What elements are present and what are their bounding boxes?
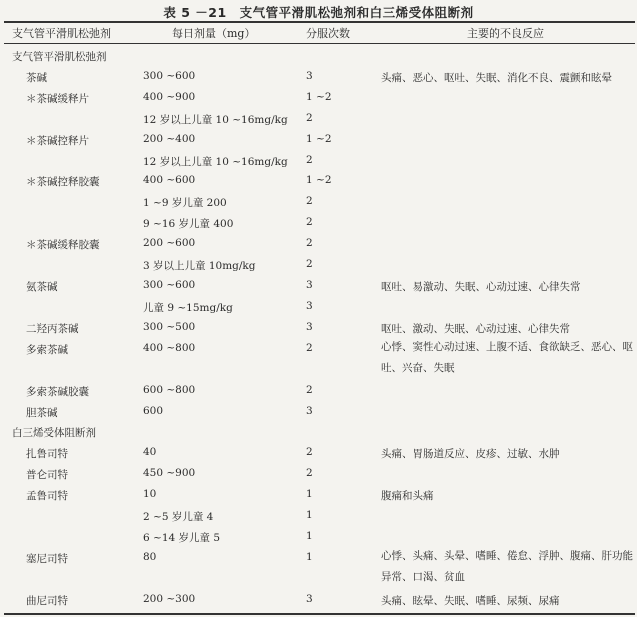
frequency-cell: 3: [306, 278, 313, 291]
dose-cell: 200 ~400: [143, 132, 196, 145]
frequency-cell: 2: [306, 153, 313, 166]
frequency-cell: 2: [306, 195, 313, 208]
dose-cell: 80: [143, 550, 157, 563]
frequency-cell: 1: [306, 509, 313, 521]
frequency-cell: 1: [306, 550, 313, 563]
effects-cell: 头痛、恶心、呕吐、失眠、消化不良、震颤和眩晕: [381, 71, 612, 84]
table-row: [0, 190, 637, 210]
drug-name: 多索茶碱胶囊: [26, 385, 89, 398]
drug-name: 孟鲁司特: [26, 490, 68, 503]
table-row: [0, 169, 637, 189]
dose-cell: 6 ~14 岁儿童 5: [143, 531, 221, 544]
frequency-cell: 2: [306, 341, 313, 354]
drug-name: 普仑司特: [26, 469, 68, 482]
table-row: [0, 525, 637, 545]
frequency-cell: 2: [306, 383, 313, 396]
dose-cell: 10: [143, 488, 157, 501]
dose-cell: 200 ~300: [143, 592, 196, 605]
drug-name: ＊茶碱控释片: [26, 134, 89, 147]
drug-name: 二羟丙茶碱: [26, 322, 79, 335]
drug-name: ＊茶碱缓释胶囊: [26, 239, 100, 252]
dose-cell: 600 ~800: [143, 383, 196, 396]
frequency-cell: 3: [306, 69, 313, 82]
frequency-cell: 3: [306, 299, 313, 312]
frequency-cell: 3: [306, 592, 313, 605]
frequency-cell: 2: [306, 258, 313, 270]
table-row: [0, 337, 637, 377]
table-row: [0, 400, 637, 420]
drug-name: 多索茶碱: [26, 343, 68, 356]
dose-cell: 12 岁以上儿童 10 ~16mg/kg: [143, 113, 288, 126]
section-row: [0, 44, 637, 64]
frequency-cell: 1 ~2: [306, 132, 332, 145]
table-row: [0, 462, 637, 482]
dose-cell: 400 ~600: [143, 174, 196, 187]
section-label: 白三烯受体阻断剂: [12, 427, 96, 440]
frequency-cell: 3: [306, 320, 313, 333]
dose-cell: 450 ~900: [143, 467, 196, 480]
frequency-cell: 1 ~2: [306, 174, 332, 187]
drug-name: ＊茶碱控释胶囊: [26, 176, 100, 189]
table-row: [0, 546, 637, 586]
dose-cell: 200 ~600: [143, 237, 196, 250]
table-row: [0, 295, 637, 315]
drug-name: 塞尼司特: [26, 552, 68, 565]
header-effects: 主要的不良反应: [467, 27, 544, 40]
dose-cell: 400 ~800: [143, 341, 196, 354]
effects-cell: 头痛、眩晕、失眠、嗜睡、尿频、尿痛: [381, 594, 560, 607]
table-row: [0, 211, 637, 231]
table-row: [0, 128, 637, 148]
table-row: [0, 483, 637, 503]
effects-cell: 心悸、窦性心动过速、上腹不适、食欲缺乏、恶心、呕吐、兴奋、失眠: [381, 340, 633, 374]
table-row: [0, 274, 637, 294]
bottom-rule: [4, 613, 635, 615]
dose-cell: 300 ~600: [143, 69, 196, 82]
header-freq: 分服次数: [306, 27, 350, 40]
dose-cell: 600: [143, 404, 164, 417]
section-row: [0, 420, 637, 440]
table-row: [0, 86, 637, 106]
dose-cell: 300 ~600: [143, 278, 196, 291]
drug-name: 氨茶碱: [26, 280, 58, 293]
table-row: [0, 588, 637, 608]
effects-cell: 头痛、胃肠道反应、皮疹、过敏、水肿: [381, 448, 560, 461]
drug-name: 曲尼司特: [26, 594, 68, 607]
drug-name: 扎鲁司特: [26, 448, 68, 461]
dose-cell: 儿童 9 ~15mg/kg: [143, 301, 233, 314]
frequency-cell: 1: [306, 529, 313, 542]
table-row: [0, 253, 637, 273]
frequency-cell: 2: [306, 216, 313, 229]
frequency-cell: 2: [306, 111, 313, 124]
dose-cell: 3 岁以上儿童 10mg/kg: [143, 260, 256, 272]
effects-cell: 呕吐、易激动、失眠、心动过速、心律失常: [381, 280, 581, 293]
header-dose: 每日剂量（mg）: [172, 27, 256, 40]
frequency-cell: 2: [306, 446, 313, 459]
table-row: [0, 504, 637, 524]
table-row: [0, 232, 637, 252]
dose-cell: 2 ~5 岁儿童 4: [143, 511, 214, 523]
drug-name: 胆茶碱: [26, 406, 58, 419]
table-header: [0, 22, 637, 43]
frequency-cell: 1: [306, 488, 313, 501]
effects-cell: 腹痛和头痛: [381, 490, 434, 503]
dose-cell: 400 ~900: [143, 90, 196, 103]
frequency-cell: 3: [306, 404, 313, 417]
table-title: 表 5 －21 支气管平滑肌松弛剂和白三烯受体阻断剂: [163, 5, 474, 20]
effects-cell: 心悸、头痛、头晕、嗜睡、倦怠、浮肿、腹痛、肝功能异常、口渴、贫血: [381, 549, 633, 583]
dose-cell: 40: [143, 446, 157, 459]
drug-name: 茶碱: [26, 71, 47, 84]
table-row: [0, 65, 637, 85]
dose-cell: 1 ~9 岁儿童 200: [143, 197, 227, 210]
dose-cell: 12 岁以上儿童 10 ~16mg/kg: [143, 155, 288, 168]
frequency-cell: 2: [306, 467, 313, 480]
table-row: [0, 316, 637, 336]
effects-cell: 呕吐、激动、失眠、心动过速、心律失常: [381, 322, 570, 335]
drug-name: ＊茶碱缓释片: [26, 92, 89, 105]
table-row: [0, 107, 637, 127]
header-drug: 支气管平滑肌松弛剂: [12, 27, 111, 40]
section-label: 支气管平滑肌松弛剂: [12, 51, 107, 63]
frequency-cell: 2: [306, 237, 313, 250]
dose-cell: 9 ~16 岁儿童 400: [143, 218, 234, 231]
table-row: [0, 379, 637, 399]
table-row: [0, 149, 637, 169]
frequency-cell: 1 ~2: [306, 90, 332, 103]
dose-cell: 300 ~500: [143, 320, 196, 333]
table-row: [0, 441, 637, 461]
